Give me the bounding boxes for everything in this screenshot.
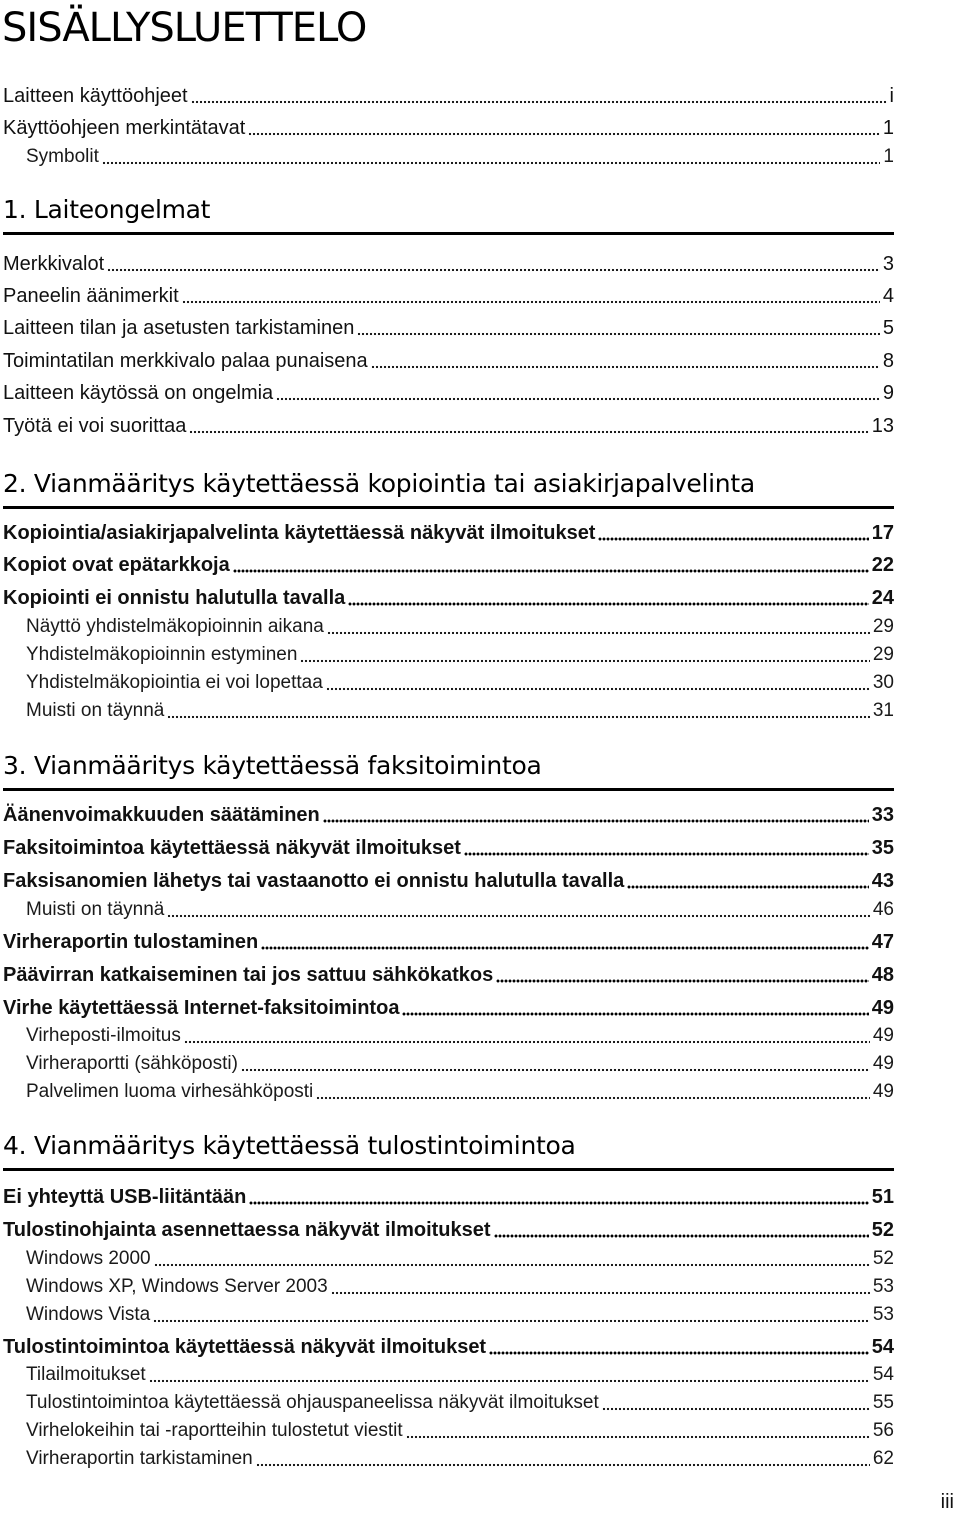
- toc-entry-page: 48: [871, 964, 894, 986]
- toc-entry-page: 3: [882, 253, 894, 275]
- toc-entry-page: 54: [872, 1364, 894, 1385]
- toc-entry-label: Muisti on täynnä: [26, 899, 165, 920]
- dot-leader: [191, 100, 887, 104]
- toc-entry-page: 53: [872, 1304, 894, 1325]
- dot-leader: [189, 430, 868, 434]
- dot-leader: [627, 885, 868, 889]
- chapter-heading[interactable]: 1. Laiteongelmat: [3, 192, 894, 235]
- toc-entry-page: 49: [871, 997, 894, 1019]
- toc-entry[interactable]: [26, 1078, 894, 1106]
- dot-leader: [316, 1096, 870, 1100]
- toc-entry-page: 35: [871, 837, 894, 859]
- dot-leader: [256, 1463, 870, 1467]
- toc-entry-page: 43: [871, 870, 894, 892]
- dot-leader: [327, 631, 870, 635]
- dot-leader: [300, 659, 869, 663]
- toc-entry-page: 56: [872, 1420, 894, 1441]
- toc-entry[interactable]: [3, 82, 894, 110]
- toc-entry-page: 52: [871, 1219, 894, 1241]
- toc-entry-label: Tulostintoimintoa käytettäessä näkyvät ilmoitukset: [3, 1336, 487, 1358]
- toc-entry-page: 5: [882, 317, 894, 339]
- toc-entry-page: 22: [871, 554, 894, 576]
- toc-entry-label: Tilailmoitukset: [26, 1364, 146, 1385]
- toc-entry[interactable]: [26, 1245, 894, 1273]
- dot-leader: [182, 300, 880, 304]
- toc-entry-label: Virheraportti (sähköposti): [26, 1053, 238, 1074]
- toc-entry-page: i: [889, 85, 894, 107]
- dot-leader: [249, 1201, 868, 1205]
- toc-entry-label: Virheraportin tulostaminen: [3, 931, 259, 953]
- toc-entry-page: 49: [872, 1081, 894, 1102]
- dot-leader: [276, 397, 880, 401]
- toc-entry-label: Windows Vista: [26, 1304, 151, 1325]
- toc-entry-page: 62: [872, 1448, 894, 1469]
- dot-leader: [326, 687, 870, 691]
- toc-entry-page: 54: [871, 1336, 894, 1358]
- dot-leader: [241, 1068, 870, 1072]
- toc-entry[interactable]: [3, 994, 894, 1022]
- toc-entry[interactable]: [26, 1022, 894, 1050]
- toc-entry-page: 49: [872, 1053, 894, 1074]
- toc-entry-label: Merkkivalot: [3, 253, 105, 275]
- toc-entry[interactable]: [3, 928, 894, 956]
- toc-entry-page: 33: [871, 804, 894, 826]
- dot-leader: [149, 1379, 870, 1383]
- toc-entry-page: 49: [872, 1025, 894, 1046]
- dot-leader: [402, 1012, 868, 1016]
- toc-entry-label: Symbolit: [26, 146, 99, 167]
- dot-leader: [261, 946, 869, 950]
- dot-leader: [233, 569, 869, 573]
- toc-entry[interactable]: [3, 114, 894, 142]
- toc-entry[interactable]: [3, 867, 894, 895]
- toc-entry[interactable]: [26, 697, 894, 725]
- toc-entry-page: 29: [872, 616, 894, 637]
- toc-entry[interactable]: [3, 961, 894, 989]
- dot-leader: [357, 332, 880, 336]
- dot-leader: [348, 602, 869, 606]
- toc-entry-page: 1: [882, 117, 894, 139]
- toc-entry[interactable]: [3, 1216, 894, 1244]
- toc-entry-page: 1: [883, 146, 894, 167]
- dot-leader: [167, 715, 870, 719]
- toc-entry-page: 51: [871, 1186, 894, 1208]
- toc-entry-label: Virheraportin tarkistaminen: [26, 1448, 253, 1469]
- dot-leader: [331, 1291, 870, 1295]
- chapter-heading[interactable]: 2. Vianmääritys käytettäessä kopiointia tai asiakirjapalvelinta: [3, 466, 894, 509]
- toc-entry-label: Yhdistelmäkopioinnin estyminen: [26, 644, 298, 665]
- toc-entry[interactable]: [3, 1183, 894, 1211]
- toc-entry[interactable]: [26, 669, 894, 697]
- toc-entry-page: 17: [871, 522, 894, 544]
- toc-entry-label: Käyttöohjeen merkintätavat: [3, 117, 246, 139]
- toc-entry[interactable]: [26, 1445, 894, 1473]
- dot-leader: [496, 979, 869, 983]
- toc-entry[interactable]: [3, 584, 894, 612]
- dot-leader: [323, 819, 869, 823]
- dot-leader: [154, 1263, 870, 1267]
- page-title: SISÄLLYSLUETTELO: [2, 5, 367, 51]
- toc-entry-label: Faksitoimintoa käytettäessä näkyvät ilmoitukset: [3, 837, 461, 859]
- toc-entry[interactable]: [3, 519, 894, 547]
- toc-entry-label: Ei yhteyttä USB-liitäntään: [3, 1186, 247, 1208]
- toc-entry-label: Kopiot ovat epätarkkoja: [3, 554, 230, 576]
- toc-entry-label: Päävirran katkaiseminen tai jos sattuu sähkökatkos: [3, 964, 494, 986]
- toc-entry[interactable]: [3, 1333, 894, 1361]
- toc-entry-label: Kopiointia/asiakirjapalvelinta käytettäessä näkyvät ilmoitukset: [3, 522, 596, 544]
- chapter-heading[interactable]: 3. Vianmääritys käytettäessä faksitoimintoa: [3, 748, 894, 791]
- chapter-heading[interactable]: 4. Vianmääritys käytettäessä tulostintoimintoa: [3, 1128, 894, 1171]
- dot-leader: [248, 132, 880, 136]
- toc-entry-page: 29: [872, 644, 894, 665]
- dot-leader: [102, 161, 881, 165]
- toc-entry[interactable]: [3, 314, 894, 342]
- toc-entry[interactable]: [3, 250, 894, 278]
- toc-entry-page: 13: [871, 415, 894, 437]
- dot-leader: [494, 1234, 869, 1238]
- toc-entry-label: Tulostintoimintoa käytettäessä ohjauspaneelissa näkyvät ilmoitukset: [26, 1392, 599, 1413]
- dot-leader: [602, 1407, 870, 1411]
- toc-entry-label: Virheposti-ilmoitus: [26, 1025, 181, 1046]
- toc-entry-label: Laitteen käytössä on ongelmia: [3, 382, 274, 404]
- toc-entry-page: 55: [872, 1392, 894, 1413]
- toc-entry-label: Laitteen tilan ja asetusten tarkistaminen: [3, 317, 355, 339]
- toc-entry-label: Äänenvoimakkuuden säätäminen: [3, 804, 320, 826]
- page-number: iii: [940, 1491, 954, 1513]
- toc-entry[interactable]: [26, 613, 894, 641]
- toc-entry[interactable]: [26, 896, 894, 924]
- toc-entry-label: Windows XP, Windows Server 2003: [26, 1276, 328, 1297]
- toc-entry-page: 4: [882, 285, 894, 307]
- toc-entry-page: 8: [882, 350, 894, 372]
- toc-entry[interactable]: [3, 834, 894, 862]
- toc-entry[interactable]: [3, 412, 894, 440]
- toc-entry-label: Yhdistelmäkopiointia ei voi lopettaa: [26, 672, 323, 693]
- toc-entry-label: Virhelokeihin tai -raportteihin tulostetut viestit: [26, 1420, 403, 1441]
- toc-entry[interactable]: [26, 1301, 894, 1329]
- toc-entry-page: 9: [882, 382, 894, 404]
- toc-entry[interactable]: [3, 379, 894, 407]
- toc-entry-label: Paneelin äänimerkit: [3, 285, 179, 307]
- dot-leader: [167, 914, 870, 918]
- toc-entry[interactable]: [3, 347, 894, 375]
- dot-leader: [464, 852, 869, 856]
- toc-entry-page: 52: [872, 1248, 894, 1269]
- dot-leader: [153, 1319, 870, 1323]
- toc-entry-page: 46: [872, 899, 894, 920]
- dot-leader: [489, 1351, 869, 1355]
- toc-entry-page: 30: [872, 672, 894, 693]
- toc-entry-label: Windows 2000: [26, 1248, 151, 1269]
- toc-entry-label: Toimintatilan merkkivalo palaa punaisena: [3, 350, 368, 372]
- toc-entry-label: Laitteen käyttöohjeet: [3, 85, 188, 107]
- toc-entry[interactable]: [26, 143, 894, 171]
- toc-entry[interactable]: [26, 1361, 894, 1389]
- toc-entry-page: 24: [871, 587, 894, 609]
- dot-leader: [598, 537, 868, 541]
- toc-entry-label: Faksisanomien lähetys tai vastaanotto ei onnistu halutulla tavalla: [3, 870, 625, 892]
- toc-entry-label: Virhe käytettäessä Internet-faksitoimintoa: [3, 997, 400, 1019]
- toc-entry-label: Tulostinohjainta asennettaessa näkyvät ilmoitukset: [3, 1219, 491, 1241]
- toc-entry[interactable]: [26, 1389, 894, 1417]
- toc-entry-page: 31: [872, 700, 894, 721]
- toc-entry-label: Kopiointi ei onnistu halutulla tavalla: [3, 587, 346, 609]
- toc-entry-label: Työtä ei voi suorittaa: [3, 415, 187, 437]
- toc-entry-label: Muisti on täynnä: [26, 700, 165, 721]
- toc-entry[interactable]: [26, 641, 894, 669]
- toc-entry[interactable]: [26, 1273, 894, 1301]
- dot-leader: [371, 365, 880, 369]
- toc-entry[interactable]: [3, 551, 894, 579]
- toc-entry-page: 47: [871, 931, 894, 953]
- toc-entry[interactable]: [3, 801, 894, 829]
- toc-entry-label: Näyttö yhdistelmäkopioinnin aikana: [26, 616, 324, 637]
- toc-entry[interactable]: [26, 1050, 894, 1078]
- dot-leader: [406, 1435, 870, 1439]
- toc-entry-page: 53: [872, 1276, 894, 1297]
- dot-leader: [107, 268, 880, 272]
- toc-entry[interactable]: [26, 1417, 894, 1445]
- dot-leader: [184, 1040, 870, 1044]
- toc-entry-label: Palvelimen luoma virhesähköposti: [26, 1081, 314, 1102]
- toc-entry[interactable]: [3, 282, 894, 310]
